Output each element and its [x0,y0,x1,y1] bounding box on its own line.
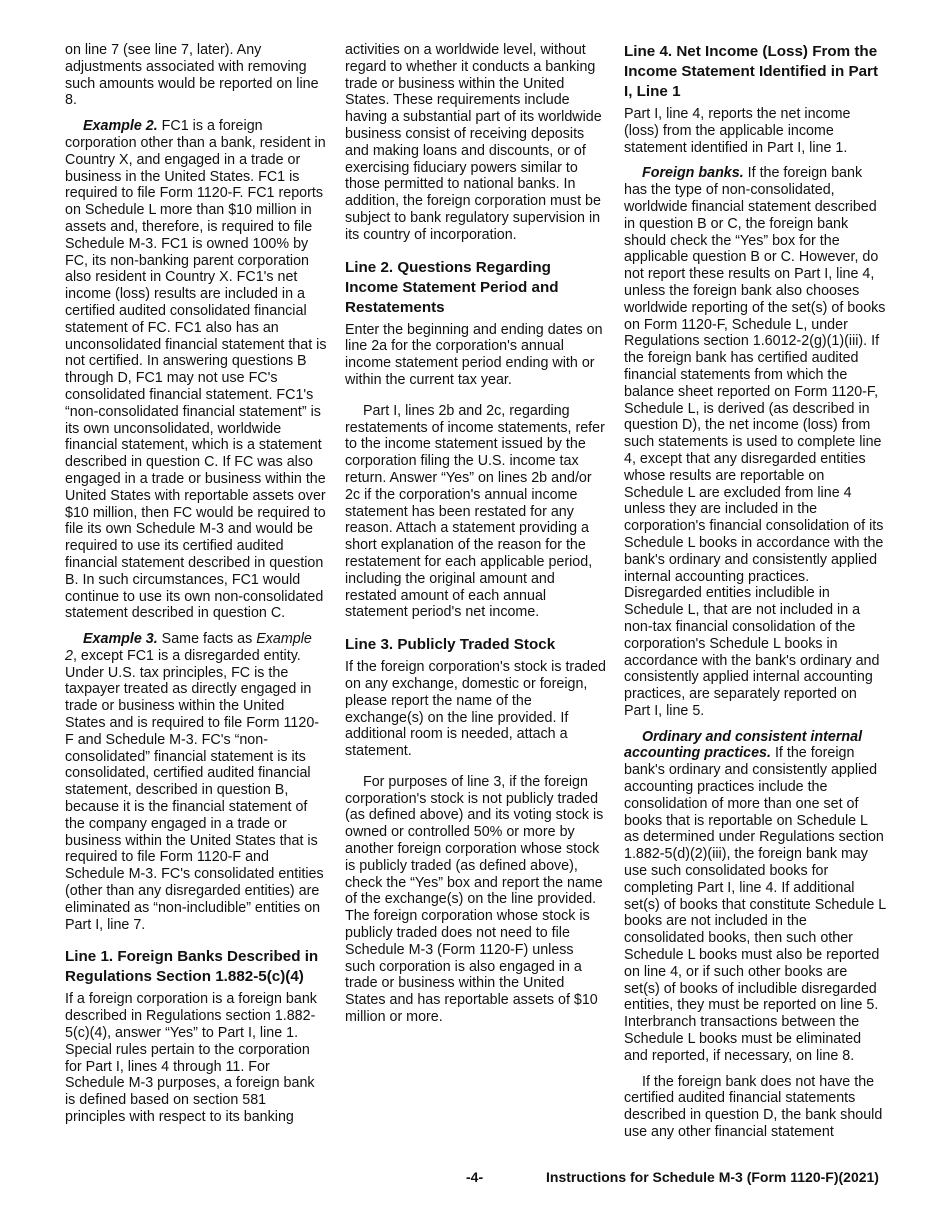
example-3-ref: Example 2 [65,631,312,664]
line-3-paragraph-b: For purposes of line 3, if the foreign corporation's stock is not publicly traded (as defined above) and its voting stock is owned or controlled 50% or more by another foreign corporation whose stock is publicly traded (as defined above), check the “Yes” box and report the name of the exchange(s) on the line provided. The foreign corporation whose stock is publicly traded does not need to file Schedule M-3 (Form 1120-F) unless such corporation is also engaged in a trade or business within the United States and has reportable assets of $10 million or more. [345,773,604,1026]
paragraph-continuation: on line 7 (see line 7, later). Any adjustments associated with removing such amounts would be reported on line 8. [65,42,319,109]
line-3-heading: Line 3. Publicly Traded Stock [345,636,556,654]
ordinary-practices-text: If the foreign bank's ordinary and consistently applied accounting practices include the consolidation of more than one set of books that is reportable on Schedule L as determined under Regulations section 1.882-5(d)(2)(iii), the foreign bank may use such consolidated books for completing Part I, line 4. If additional set(s) of books that constitute Schedule L books are not included in the consolidated books, then such other Schedule L books must also be reported on line 4, or if such other books are set(s) of books of includible disregarded entities, they must be reported on line 5. Interbranch transactions between the Schedule L books must be eliminated and reported, if necessary, on line 8. [624,745,886,1064]
example-2-label: Example 2. [83,118,158,135]
ordinary-practices-label: Ordinary and consistent internal accounting practices. [624,728,863,762]
example-3-label: Example 3. [83,631,158,648]
column-middle [345,42,607,1035]
example-3-text-a: Same facts as [157,631,257,648]
line-2-paragraph-a: Enter the beginning and ending dates on line 2a for the corporation's annual income statement period ending with or within the current tax year. [345,321,603,388]
page-number: -4- [466,1169,484,1185]
line-4-heading: Line 4. Net Income (Loss) From the Income Statement Identified in Part I, Line 1 [624,43,879,100]
example-2-text: FC1 is a foreign corporation other than a bank, resident in Country X, and engaged in a trade or business in the United States. FC1 is required to file Form 1120-F. FC1 reports on Schedule L more than $10 million in assets and, therefore, is required to file Schedule M-3. FC1 is owned 100% by FC, its non-banking parent corporation also resident in Country X. FC1's net income (loss) results are included in a certified audited consolidated financial statement of FC. FC1 also has an unconsolidated financial statement that is not certified. In answering questions B through D, FC1 may not use FC's consolidated financial statement. FC1's “non-consolidated financial statement” is its own unconsolidated, worldwide financial statement, which is a statement described in question C. If FC was also engaged in a trade or business within the United States with reportable assets over $10 million, then FC would be required to file its own Schedule M-3 and would be required to use its certified audited financial statement described in question B. In such circumstances, FC1 would continue to use its own non-consolidated statement described in question C. [65,118,327,622]
line-4-paragraph: Part I, line 4, reports the net income (loss) from the applicable income statement identified in Part I, line 1. [624,106,851,156]
column-left [65,42,327,1135]
column-right [624,42,886,1150]
line-2-heading: Line 2. Questions Regarding Income Statement Period and Restatements [345,258,559,316]
line-1-paragraph: If a foreign corporation is a foreign bank described in Regulations section 1.882-5(c)(4), answer “Yes” to Part I, line 1. Special rules pertain to the corporation for Part I, lines 4 through 11. For Schedule M-3 purposes, a foreign bank is defined based on section 581 principles with respect to its banking [65,991,317,1126]
paragraph-continuation: activities on a worldwide level, without regard to whether it conducts a banking trade or business within the United States. These requirements include having a substantial part of its worldwide business consist of receiving deposits and making loans and discounts, or of exercising fiduciary powers similar to those permitted to national banks. In addition, the foreign corporation must be subject to bank regulatory supervision in its country of incorporation. [345,42,602,243]
line-2-paragraph-b: Part I, lines 2b and 2c, regarding restatements of income statements, refer to the income statement issued by the corporation filing the U.S. income tax return. Answer “Yes” on lines 2b and/or 2c if the corporation's annual income statement has been restated for any reason. Attach a statement providing a short explanation of the reason for the restatement for each applicable period, including the original amount and restated amount of each annual statement period's net income. [345,402,605,621]
ordinary-practices-paragraph [624,729,886,1065]
example-2-paragraph [65,118,327,622]
foreign-banks-paragraph [624,165,886,719]
foreign-banks-text: If the foreign bank has the type of non-consolidated, worldwide financial statement described in question B or C, the foreign bank should check the “Yes” box for the applicable question B or C. However, do not report these results on Part I, line 4, unless the foreign bank also chooses worldwide reporting of the set(s) of books on Form 1120-F, Schedule L, under Regulations section 1.6012-2(g)(1)(iii). If the foreign bank has certified audited financial statements from which the balance sheet reported on Form 1120-F, Schedule L, is derived (as described in question D), the net income (loss) from such statements is used to complete line 4, except that any disregarded entities whose results are reportable on Schedule L are excluded from line 4 unless they are included in the corporation's financial consolidation of its Schedule L books in accordance with the bank's ordinary and consistently applied internal accounting practices. Disregarded entities includible in Schedule L, that are not included in a non-tax financial consolidation of the corporation's Schedule L books in accordance with the bank's ordinary and consistently applied internal accounting practices, are separately reported on Part I, line 5. [624,165,886,719]
line-3-paragraph-a: If the foreign corporation's stock is traded on any exchange, domestic or foreign, please report the name of the exchange(s) on the line provided. If additional room is needed, attach a statement. [345,659,607,760]
example-3-text-b: , except FC1 is a disregarded entity. Under U.S. tax principles, FC is the taxpayer treated as directly engaged in trade or business within the United States and is required to file Form 1120-F and Schedule M-3. FC's “non-consolidated” financial statement is its consolidated, certified audited financial statement, described in question B, because it is the financial statement of the company engaged in a trade or business within the United States that is required to file Form 1120-F and Schedule M-3. FC's consolidated entities (other than any disregarded entities) are eliminated as “non-includible” entities on Part I, line 7. [65,647,324,933]
example-3-paragraph [65,631,327,933]
foreign-banks-label: Foreign banks. [642,165,744,182]
line-1-heading: Line 1. Foreign Banks Described in Regulations Section 1.882-5(c)(4) [65,948,319,986]
last-paragraph: If the foreign bank does not have the certified audited financial statements described in question D, the bank should use any other financial statement [624,1073,883,1141]
document-title: Instructions for Schedule M-3 (Form 1120-F)(2021) [546,1169,879,1185]
